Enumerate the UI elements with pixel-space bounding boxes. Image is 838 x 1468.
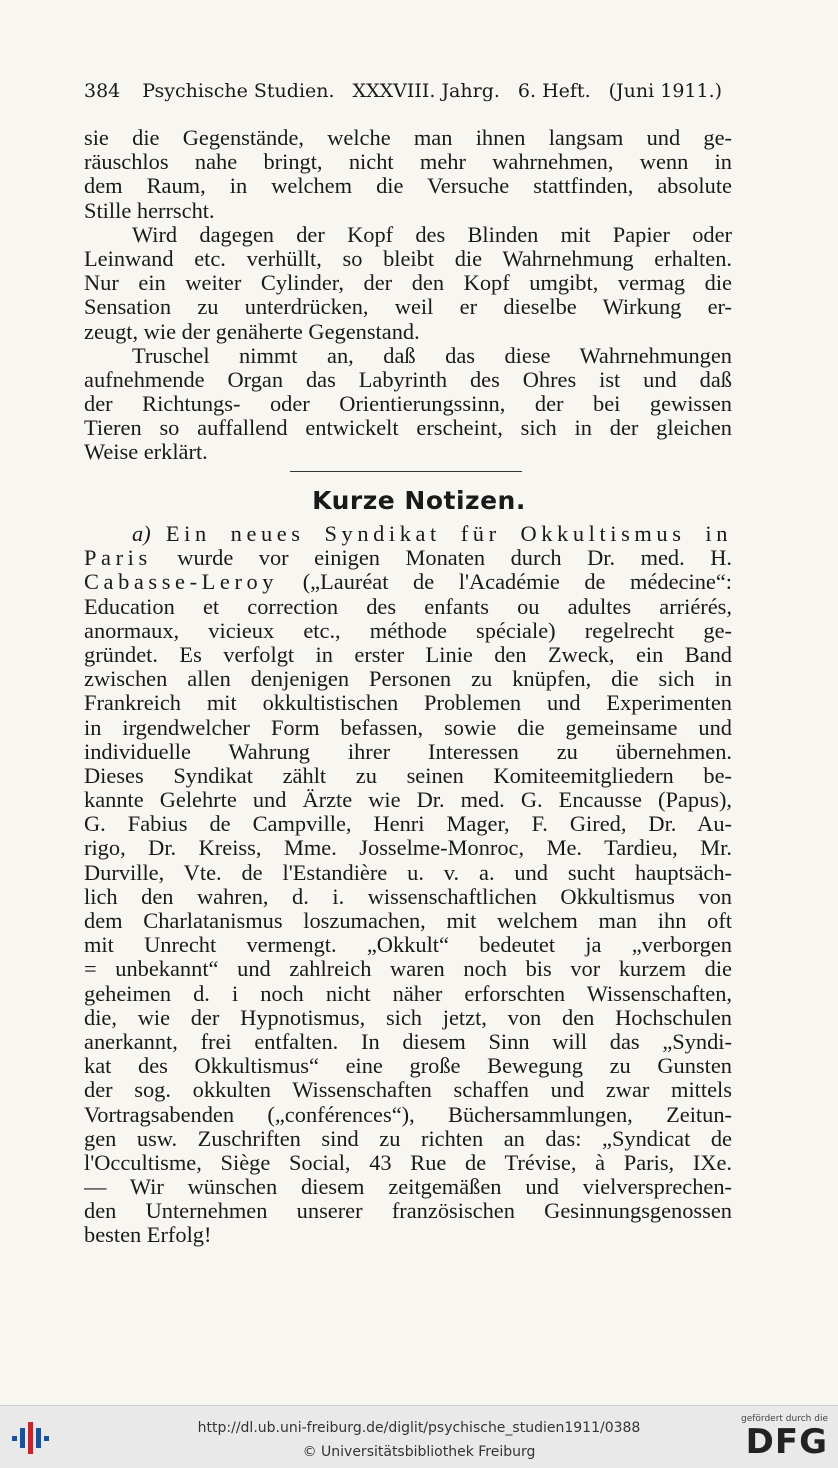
text-line: die, wie der Hypnotismus, sich jetzt, von den Hochschulen	[84, 1005, 732, 1030]
person-name: Cabasse-Leroy	[84, 570, 279, 595]
text-line: der Richtungs- oder Orientierungssinn, der bei gewissen	[84, 392, 732, 417]
text-line: Stille herrscht.	[84, 198, 215, 223]
running-header	[84, 80, 732, 102]
text-line	[84, 546, 732, 570]
text-line: zwischen allen denjenigen Personen zu knüpfen, die sich in	[84, 667, 732, 692]
text-line: gen usw. Zuschriften sind zu richten an das: „Syndicat de	[84, 1126, 732, 1151]
text-line: Dieses Syndikat zählt zu seinen Komiteemitgliedern be-	[84, 763, 732, 788]
text-span: („Lauréat de l'Académie de médecine“:	[302, 570, 732, 595]
text-line: — Wir wünschen diesem zeitgemäßen und vielversprechen-	[84, 1175, 732, 1200]
dfg-logo	[738, 1414, 828, 1464]
text-line: der sog. okkulten Wissenschaften schaffen und zwar mittels	[84, 1078, 732, 1103]
text-line: lich den wahren, d. i. wissenschaftlichen Okkultismus von	[84, 884, 732, 909]
text-line: räuschlos nahe bringt, nicht mehr wahrnehmen, wenn in	[84, 150, 732, 175]
page-number: 384	[84, 80, 121, 102]
issue-date: (Juni 1911.)	[608, 80, 723, 102]
section-heading: Kurze Notizen.	[312, 486, 526, 515]
text-line: geheimen d. i noch nicht näher erforschten Wissenschaften,	[84, 981, 732, 1006]
place-name: Paris	[84, 546, 152, 571]
dfg-logo-text: DFG	[745, 1422, 828, 1462]
text-line: anerkannt, frei entfalten. In diesem Sinn will das „Syndi-	[84, 1029, 732, 1054]
text-line: aufnehmende Organ das Labyrinth des Ohres ist und daß	[84, 367, 732, 392]
text-line: mit Unrecht vermengt. „Okkult“ bedeutet ja „verborgen	[84, 933, 732, 958]
text-line: Tieren so auffallend entwickelt erscheint, sich in der gleichen	[84, 416, 732, 441]
issue: 6. Heft.	[517, 80, 591, 102]
sponsor-caption: gefördert durch die	[741, 1414, 828, 1424]
text-line: = unbekannt“ und zahlreich waren noch bis vor kurzem die	[84, 957, 732, 982]
body-text-upper	[84, 126, 732, 465]
text-line: kannte Gelehrte und Ärzte wie Dr. med. G. Encausse (Papus),	[84, 788, 732, 813]
text-line: Nur ein weiter Cylinder, der den Kopf umgibt, vermag die	[84, 271, 732, 296]
text-line: Wird dagegen der Kopf des Blinden mit Papier oder	[132, 222, 732, 247]
text-line: in irgendwelcher Form befassen, sowie die gemeinsame und	[84, 715, 732, 740]
notice-lines	[84, 595, 732, 1248]
text-line: gründet. Es verfolgt in erster Linie den Zweck, ein Band	[84, 642, 732, 667]
notice-title: Ein neues Syndikat für Okkultismus in	[165, 522, 732, 546]
text-line: dem Raum, in welchem die Versuche stattfinden, absolute	[84, 174, 732, 199]
text-line: Frankreich mit okkultistischen Problemen und Experimenten	[84, 691, 732, 716]
volume: XXXVIII. Jahrg.	[352, 80, 500, 102]
text-line: rigo, Dr. Kreiss, Mme. Josselme-Monroc, Me. Tardieu, Mr.	[84, 836, 732, 861]
footer-bar	[0, 1405, 838, 1468]
text-line: besten Erfolg!	[84, 1223, 212, 1248]
text-line: zeugt, wie der genäherte Gegenstand.	[84, 319, 420, 344]
text-line	[84, 522, 732, 546]
section-divider	[290, 471, 522, 472]
text-line: Education et correction des enfants ou adultes arriérés,	[84, 594, 732, 619]
item-label: a)	[132, 522, 151, 546]
text-line: Truschel nimmt an, daß das diese Wahrnehmungen	[132, 343, 732, 368]
text-line: anormaux, vicieux etc., méthode spéciale) regelrecht ge-	[84, 618, 732, 643]
source-url[interactable]: http://dl.ub.uni-freiburg.de/diglit/psychische_studien1911/0388	[197, 1420, 641, 1436]
text-line: individuelle Wahrung ihrer Interessen zu übernehmen.	[84, 739, 732, 764]
text-line: l'Occultisme, Siège Social, 43 Rue de Trévise, à Paris, IXe.	[84, 1150, 732, 1175]
text-line: kat des Okkultismus“ eine große Bewegung zu Gunsten	[84, 1054, 732, 1079]
text-span: wurde vor einigen Monaten durch Dr. med. H.	[177, 546, 732, 571]
text-line: dem Charlatanismus loszumachen, mit welchem man ihn oft	[84, 909, 732, 933]
text-line: Weise erklärt.	[84, 440, 208, 465]
body-text-notice	[84, 522, 732, 1248]
text-line: sie die Gegenstände, welche man ihnen langsam und ge-	[84, 126, 732, 150]
text-line: den Unternehmen unserer französischen Gesinnungsgenossen	[84, 1199, 732, 1224]
text-line: Sensation zu unterdrücken, weil er dieselbe Wirkung er-	[84, 295, 732, 320]
journal-title: Psychische Studien.	[142, 80, 335, 102]
text-line: Vortragsabenden („conférences“), Büchersammlungen, Zeitun-	[84, 1102, 732, 1127]
text-line: Leinwand etc. verhüllt, so bleibt die Wahrnehmung erhalten.	[84, 246, 732, 271]
text-line	[84, 570, 732, 594]
copyright: © Universitätsbibliothek Freiburg	[302, 1444, 536, 1460]
text-line: G. Fabius de Campville, Henri Mager, F. Gired, Dr. Au-	[84, 812, 732, 837]
text-line: Durville, Vte. de l'Estandière u. v. a. und sucht hauptsäch-	[84, 860, 732, 885]
